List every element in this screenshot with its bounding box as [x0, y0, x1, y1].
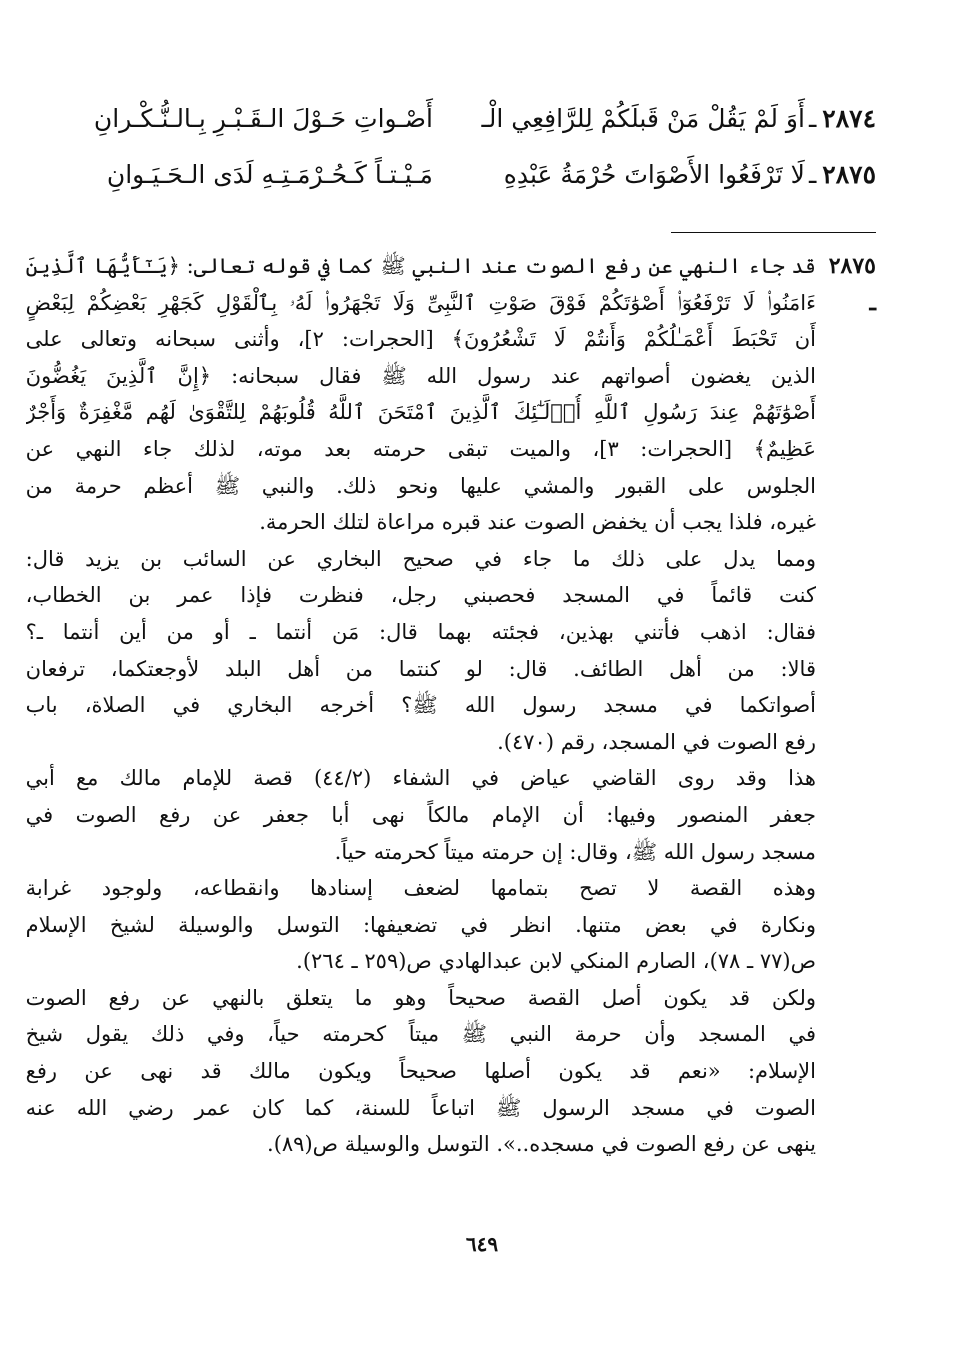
footnote-paragraph — [26, 541, 816, 761]
footnote-line: ومما يدل على ذلك ما جاء في صحيح البخاري عن السائب بن يزيد قال: — [25, 546, 816, 571]
verse-dash: ـ — [808, 104, 817, 133]
footnote-paragraph — [26, 980, 816, 1163]
verse-first-hemistich: لَا تَرْفَعُوا الأَصْوَاتَ حُرْمَةُ عَبْدِهِ — [503, 160, 805, 189]
footnote-body — [26, 248, 816, 1163]
footnote-dash: ـ — [869, 290, 876, 316]
footnote-line: ونكارة في بعض متنها. انظر في تضعيفها: التوسل والوسيلة لشيخ الإسلام — [25, 912, 816, 937]
footnote-line: أصواتكما في مسجد رسول الله ﷺ؟ أخرجه البخاري في الصلاة، باب — [25, 693, 816, 718]
footnote-line: رفع الصوت في المسجد، رقم (٤٧٠). — [497, 729, 816, 754]
footnote-line: مسجد رسول الله ﷺ، وقال: إن حرمته ميتاً كحرمته حياً. — [334, 839, 816, 864]
footnote-line: أَن تَحْبَطَ أَعْمَـٰلُكُمْ وَأَنتُمْ لَا تَشْعُرُونَ﴾ [الحجرات: ٢]، وأثنى سبحانه وتعالى على — [25, 327, 816, 352]
footnote-paragraph — [26, 248, 816, 541]
footnote-entry — [25, 248, 876, 1163]
footnote-line: فقال: اذهب فأتني بهذين، فجئته بهما قال: مَن أنتما ـ أو من أين أنتما ـ؟ — [25, 619, 816, 644]
footnote-line: أَصْوَٰتَهُمْ عِندَ رَسُولِ ٱللَّهِ أُو۟لَـٰٓئِكَ ٱلَّذِينَ ٱمْتَحَنَ ٱللَّهُ قُلُوبَهُمْ لِلتَّقْوَىٰ لَهُم مَّغْفِرَةٌ وَأَجْرٌ — [25, 400, 816, 425]
footnote-line: الإسلام: «نعم قد يكون أصلها صحيحاً ويكون مالك قد نهى عن رفع — [25, 1059, 816, 1084]
footnote-line: هذا وقد روى القاضي عياض في الشفاء (٤٤/٢) قصة للإمام مالك مع أبي — [25, 766, 816, 791]
footnote-line: الجلوس على القبور والمشي عليها ونحو ذلك. والنبي ﷺ أعظم حرمة من — [25, 473, 816, 498]
footnote-line: عَظِيمٌ﴾ [الحجرات: ٣]، والميت تبقى حرمته بعد موته، لذلك جاء النهي عن — [25, 436, 816, 461]
verse-second-hemistich: أَصْـواتِ حَـوْلَ الـقَـبْـرِ بِـالـنُّـكْـرانِ — [93, 104, 433, 133]
footnote-line: جعفر المنصور وفيها: أن الإمام مالكاً نهى أبا جعفر عن رفع الصوت في — [25, 802, 816, 827]
footnote-line: غيره، فلذا يجب أن يخفض الصوت عند قبره مراعاة لتلك الحرمة. — [259, 510, 816, 535]
verse-second-hemistich: مَـيْـتـاً كَـحُـرْمَـتِـهِ لَدَى الـحَـيَـوانِ — [106, 160, 433, 189]
verse-first-hemistich: أَوَ لَمْ يَقُلْ مَنْ قَبلَكُمْ لِلرَّافِعِي الْـ — [481, 104, 805, 133]
footnote-line: كنت قائماً في المسجد فحصبني رجل، فنظرت فإذا عمر بن الخطاب، — [25, 583, 816, 608]
footnote-line: الصوت في مسجد الرسول ﷺ اتباعاً للسنة، كما كان عمر رضي الله عنه — [25, 1095, 816, 1120]
footnote-line: وهذه القصة لا تصح بتمامها لضعف إسنادها وانقطاعه، ولوجود غرابة — [25, 876, 816, 901]
verse-line — [76, 104, 876, 160]
page-number: ٦٤٩ — [465, 1232, 499, 1256]
verse-block — [76, 104, 876, 216]
footnote-line: ولكن قد يكون أصل القصة صحيحاً وهو ما يتعلق بالنهي عن رفع الصوت — [25, 985, 816, 1010]
verse-number: ٢٨٧٤ — [822, 104, 876, 133]
footnote-line: ينهى عن رفع الصوت في مسجده..». التوسل والوسيلة ص(٨٩). — [267, 1132, 816, 1157]
verse-line — [76, 160, 876, 216]
footnote-paragraph — [26, 870, 816, 980]
verse-number: ٢٨٧٥ — [822, 160, 876, 189]
footnote-line: قد جاء النهي عن رفع الصوت عند النبي ﷺ كما في قوله تعالى: ﴿يَـٰٓأَيُّهَا ٱلَّذِينَ — [25, 254, 816, 278]
footnote-line: ص(٧٧ ـ ٧٨)، الصارم المنكي لابن عبدالهادي ص(٢٥٩ ـ ٢٦٤). — [296, 949, 816, 974]
verse-dash: ـ — [808, 160, 817, 189]
footnote-number-value: ٢٨٧٥ — [828, 253, 876, 279]
footnote-line: ءَامَنُوا۟ لَا تَرْفَعُوٓا۟ أَصْوَٰتَكُمْ فَوْقَ صَوْتِ ٱلنَّبِىِّ وَلَا تَجْهَرُوا۟ لَهُۥ بِٱلْقَوْلِ كَجَهْرِ بَعْضِكُمْ لِبَعْضٍ — [25, 290, 816, 315]
footnote-number — [816, 248, 876, 1163]
footnote-line: في المسجد وأن حرمة النبي ﷺ ميتاً كحرمته حياً، وفي ذلك يقول شيخ — [25, 1022, 816, 1047]
footnote-line: الذين يغضون أصواتهم عند رسول الله ﷺ فقال سبحانه: ﴿إِنَّ ٱلَّذِينَ يَغُضُّونَ — [25, 363, 816, 388]
footnote — [25, 248, 876, 1163]
footnote-paragraph — [26, 760, 816, 870]
footnote-separator — [671, 232, 876, 233]
footnote-line: قالا: من أهل الطائف. قال: لو كنتما من أهل البلد لأوجعتكما، ترفعان — [25, 656, 816, 681]
